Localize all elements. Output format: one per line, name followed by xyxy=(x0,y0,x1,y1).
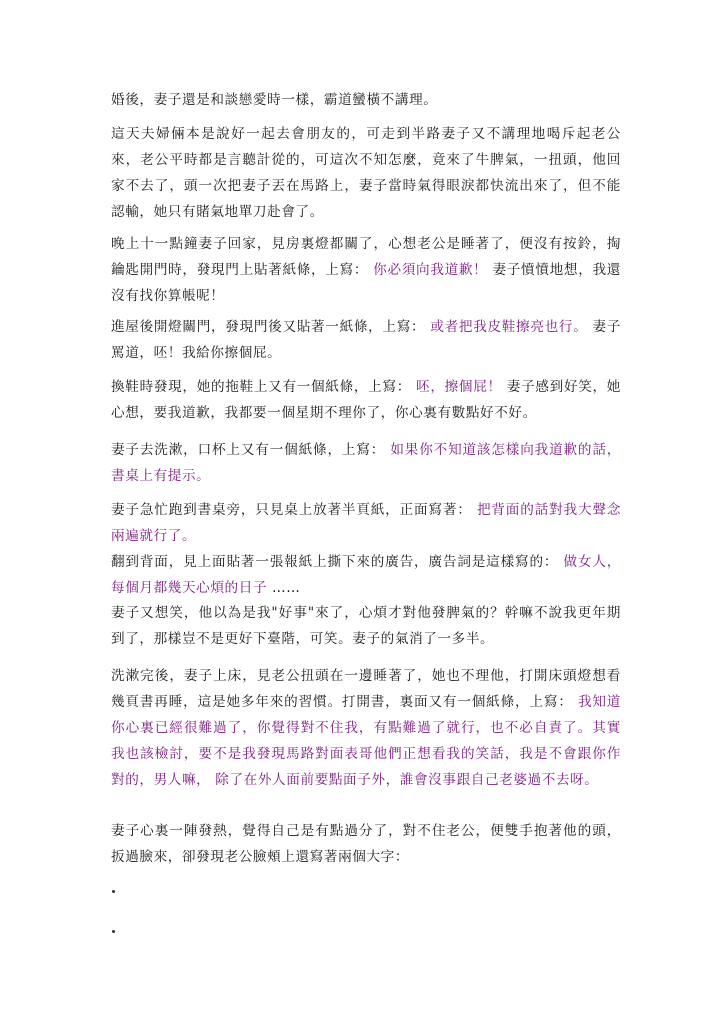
paragraph xyxy=(111,818,621,870)
paragraph xyxy=(111,231,621,309)
paragraph xyxy=(111,314,621,366)
highlighted-text: 呸，擦個屁！ xyxy=(416,379,502,395)
text-run: 妻子心裏一陣發熱，覺得自己是有點過分了，對不住老公，便雙手抱著他的頭，扳過臉來，卻發現老公臉頰上還寫著兩個大字： xyxy=(111,823,621,865)
trailing-dot xyxy=(112,930,115,933)
text-run: 翻到背面，見上面貼著一張報紙上撕下來的廣告，廣告詞是這樣寫的： xyxy=(111,554,564,570)
highlighted-text: 我知道你心裏已經很難過了，你覺得對不住我，有點難過了就行，也不必自責了。其實我也該檢討，要不是我發現馬路對面表哥他們正想看我的笑話，我是不會跟你作對的，男人嘛， 除了在外人面前要點面子外，誰會沒事跟自己老婆過不去呀。 xyxy=(111,694,621,788)
paragraph xyxy=(111,87,621,113)
highlighted-text: 把背面的話對我大聲念兩遍就行了。 xyxy=(111,502,622,544)
trailing-dot xyxy=(112,890,115,893)
text-run: 妻子急忙跑到書桌旁，只見桌上放著半頁紙，正面寫著： xyxy=(111,502,477,518)
text-run: 妻子憤憤地想，我還沒有找你算帳呢！ xyxy=(111,262,621,304)
paragraph xyxy=(111,663,621,793)
text-run: 妻子又想笑，他以為是我"好事"來了，心煩才對他發脾氣的？幹嘛不說我更年期到了，那樣豈不是更好下臺階，可笑。妻子的氣消了一多半。 xyxy=(111,605,621,647)
text-run: 洗漱完後，妻子上床，見老公扭頭在一邊睡著了，她也不理他，打開床頭燈想看幾頁書再睡，這是她多年來的習慣。打開書，裏面又有一個紙條，上寫： xyxy=(111,668,621,710)
highlighted-text: 做女人，每個月都幾天心煩的日子 xyxy=(111,554,621,596)
text-run: 換鞋時發現，她的拖鞋上又有一個紙條，上寫： xyxy=(111,379,417,395)
text-run: 這天夫婦倆本是說好一起去會朋友的，可走到半路妻子又不講理地喝斥起老公來，老公平時都是言聽計從的，可這次不知怎麼，竟來了牛脾氣，一扭頭，他回家不去了，頭一次把妻子丟在馬路上，妻子當時氣得眼淚都快流出來了，但不能認輸，她只有賭氣地單刀赴會了。 xyxy=(111,126,621,220)
paragraph xyxy=(111,497,621,601)
highlighted-text: 你必須向我道歉！ xyxy=(373,262,488,278)
text-run: 婚後，妻子還是和談戀愛時一樣，霸道蠻橫不講理。 xyxy=(111,92,438,108)
text-run: …… xyxy=(267,580,301,596)
paragraph xyxy=(111,374,621,426)
text-run: 妻子感到好笑，她心想，要我道歉，我都要一個星期不理你了，你心裏有數點好不好。 xyxy=(111,379,621,421)
text-run: 進屋後開燈關門，發現門後又貼著一紙條，上寫： xyxy=(111,319,431,335)
highlighted-text: 或者把我皮鞋擦亮也行。 xyxy=(430,319,588,335)
paragraph xyxy=(111,600,621,652)
text-run: 妻子罵道，呸！我給你擦個屁。 xyxy=(111,319,621,361)
text-run: 晚上十一點鐘妻子回家，見房裏燈都關了，心想老公是睡著了，便沒有按鈴，掏鑰匙開門時，發現門上貼著紙條，上寫： xyxy=(111,236,621,278)
text-run: 妻子去洗漱，口杯上又有一個紙條，上寫： xyxy=(111,442,391,458)
highlighted-text: 如果你不知道該怎樣向我道歉的話，書桌上有提示。 xyxy=(111,442,621,484)
paragraph xyxy=(111,121,621,225)
paragraph xyxy=(111,437,621,489)
